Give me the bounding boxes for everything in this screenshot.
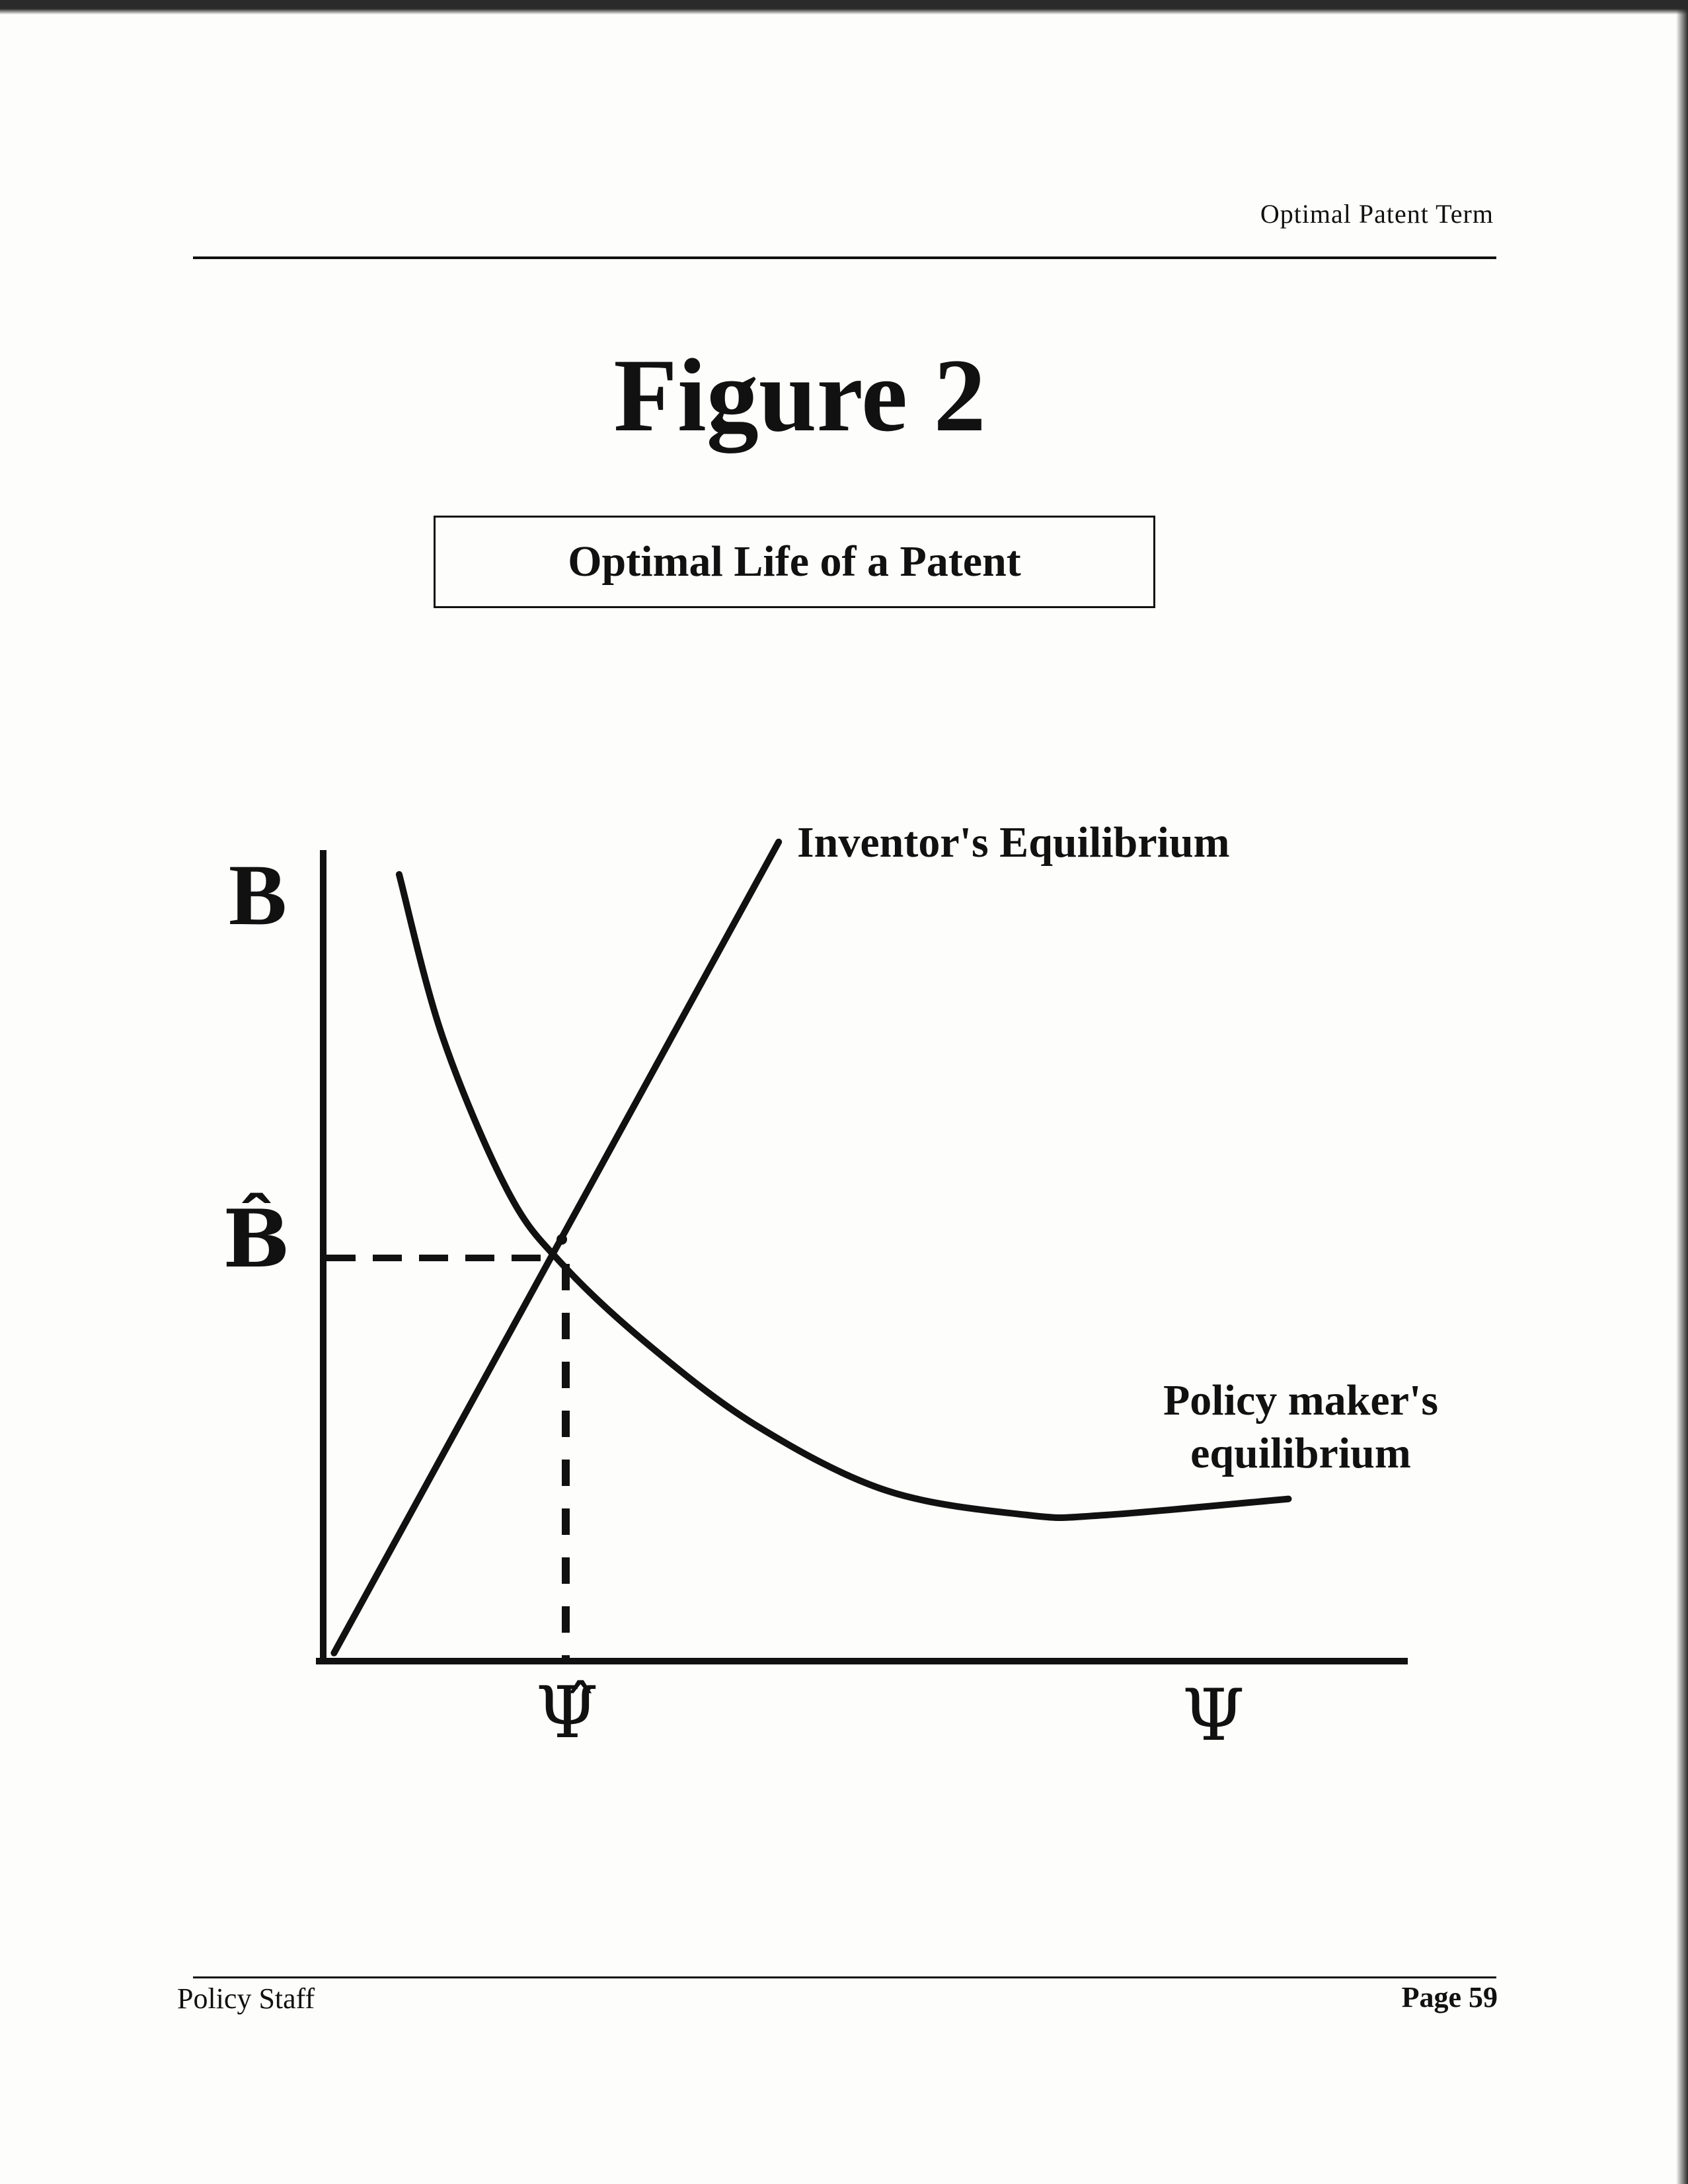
y-axis-label: B	[228, 846, 288, 943]
inventor-equilibrium-label: Inventor's Equilibrium	[797, 818, 1230, 867]
x-equilibrium-label: Ψ̂	[535, 1672, 599, 1754]
footer-rule	[193, 1976, 1496, 1978]
x-axis-label: Ψ	[1182, 1674, 1245, 1757]
policy-maker-label-line-1: Policy maker's	[1163, 1376, 1439, 1424]
policy-maker-equilibrium-curve	[399, 875, 1289, 1518]
figure-title: Figure 2	[613, 338, 986, 453]
inventor-equilibrium-line	[334, 842, 779, 1653]
policy-maker-label-line-2: equilibrium	[1190, 1429, 1411, 1477]
figure-caption: Optimal Life of a Patent	[568, 537, 1021, 586]
y-equilibrium-label: B̂	[223, 1192, 290, 1286]
footer-author: Policy Staff	[177, 1982, 315, 2015]
running-head: Optimal Patent Term	[1260, 199, 1494, 229]
equilibrium-point	[556, 1234, 567, 1245]
page-number: Page 59	[1401, 1981, 1498, 2013]
